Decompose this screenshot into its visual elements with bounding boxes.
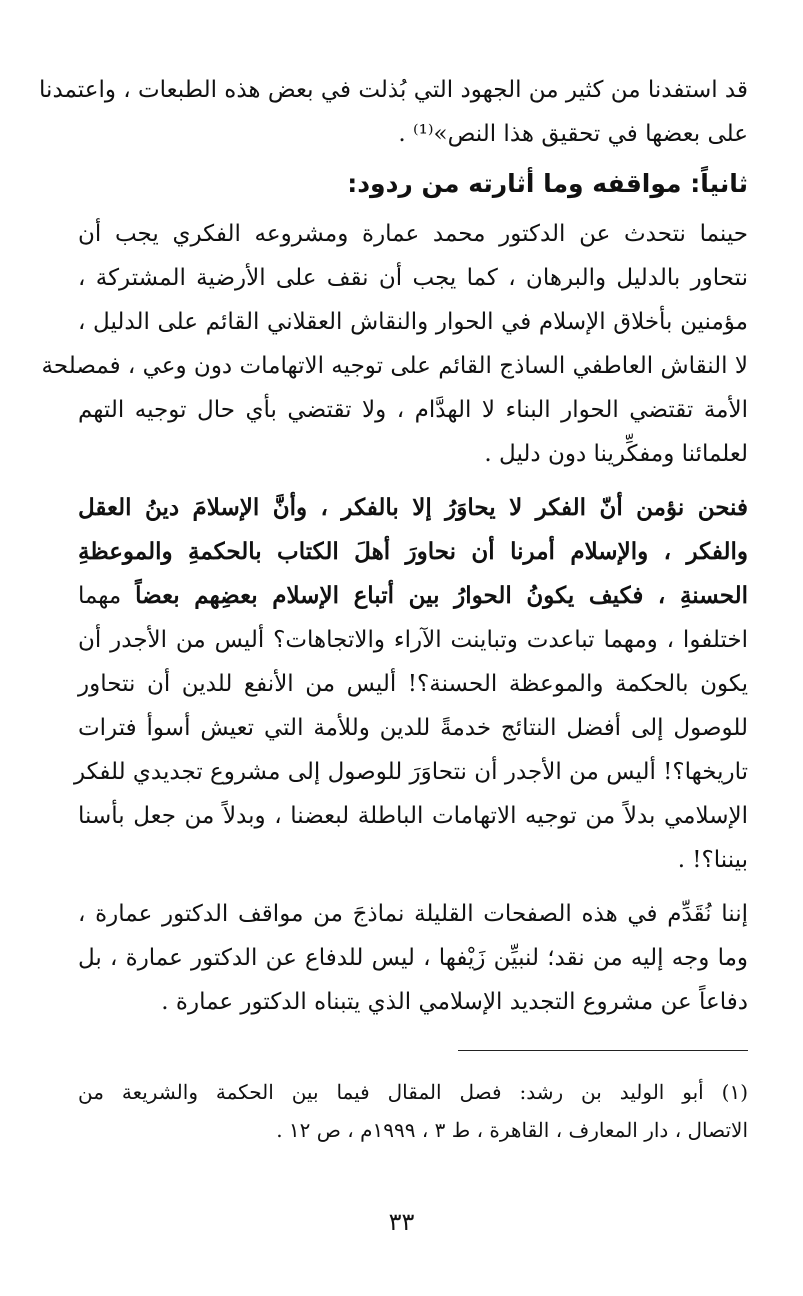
text-line: إننا نُقَدِّم في هذه الصفحات القليلة نماذجَ من مواقف الدكتور عمارة ، — [78, 901, 748, 927]
paragraph-2 — [73, 486, 749, 882]
section-heading: ثانياً: مواقفه وما أثارته من ردود: — [347, 169, 748, 198]
text-line: اختلفوا ، ومهما تباعدت وتباينت الآراء والاتجاهات؟ أليس من الأجدر أن — [78, 627, 748, 653]
footnote-divider — [458, 1050, 748, 1051]
bold-text-line: فنحن نؤمن أنّ الفكر لا يحاوَرُ إلا بالفكر ، وأنَّ الإسلامَ دينُ العقل — [78, 494, 748, 521]
page-number: ٣٣ — [388, 1208, 415, 1236]
mixed-text-line — [78, 574, 748, 618]
footnote — [78, 1073, 748, 1149]
footnote-line: (١) أبو الوليد بن رشد: فصل المقال فيما بين الحكمة والشريعة من — [78, 1080, 748, 1104]
text-line: تاريخها؟! أليس من الأجدر أن نتحاوَرَ للوصول إلى مشروع تجديدي للفكر — [73, 759, 748, 785]
text-line: الأمة تقتضي الحوار البناء لا الهدَّام ، ولا تقتضي بأي حال توجيه التهم — [78, 397, 748, 423]
text-line: لعلمائنا ومفكِّرينا دون دليل . — [484, 441, 748, 467]
footnote-line: الاتصال ، دار المعارف ، القاهرة ، ط ٣ ، ١٩٩٩م ، ص ١٢ . — [276, 1118, 748, 1142]
text-line: دفاعاً عن مشروع التجديد الإسلامي الذي يتبناه الدكتور عمارة . — [161, 989, 748, 1015]
text-line: مؤمنين بأخلاق الإسلام في الحوار والنقاش العقلاني القائم على الدليل ، — [78, 309, 748, 335]
text-line: بيننا؟! . — [677, 847, 748, 873]
book-page — [39, 68, 749, 1149]
text-line: نتحاور بالدليل والبرهان ، كما يجب أن نقف على الأرضية المشتركة ، — [78, 265, 748, 291]
text-line: قد استفدنا من كثير من الجهود التي بُذلت في بعض هذه الطبعات ، واعتمدنا — [39, 77, 748, 103]
regular-text-segment: مهما — [78, 583, 122, 609]
intro-paragraph — [39, 68, 748, 156]
text-line: حينما نتحدث عن الدكتور محمد عمارة ومشروعه الفكري يجب أن — [78, 221, 748, 247]
text-line: للوصول إلى أفضل النتائج خدمةً للدين وللأمة التي تعيش أسوأ فترات — [78, 715, 748, 741]
text-line: الإسلامي بدلاً من توجيه الاتهامات الباطلة لبعضنا ، وبدلاً من جعل بأسنا — [78, 803, 748, 829]
paragraph-3 — [78, 892, 748, 1024]
text-line: وما وجه إليه من نقد؛ لنبيِّن زَيْفها ، ليس للدفاع عن الدكتور عمارة ، بل — [78, 945, 748, 971]
paragraph-1 — [41, 212, 748, 476]
text-line: على بعضها في تحقيق هذا النص»⁽¹⁾ . — [398, 121, 748, 147]
text-line: يكون بالحكمة والموعظة الحسنة؟! أليس من الأنفع للدين أن نتحاور — [78, 671, 748, 697]
bold-text-segment: الحسنةِ ، فكيف يكونُ الحوارُ بين أتباع الإسلام بعضِهم بعضاً — [135, 582, 749, 609]
text-line: لا النقاش العاطفي الساذج القائم على توجيه الاتهامات دون وعي ، فمصلحة — [41, 353, 748, 379]
bold-text-line: والفكر ، والإسلام أمرنا أن نحاورَ أهلَ الكتاب بالحكمةِ والموعظةِ — [78, 538, 748, 565]
